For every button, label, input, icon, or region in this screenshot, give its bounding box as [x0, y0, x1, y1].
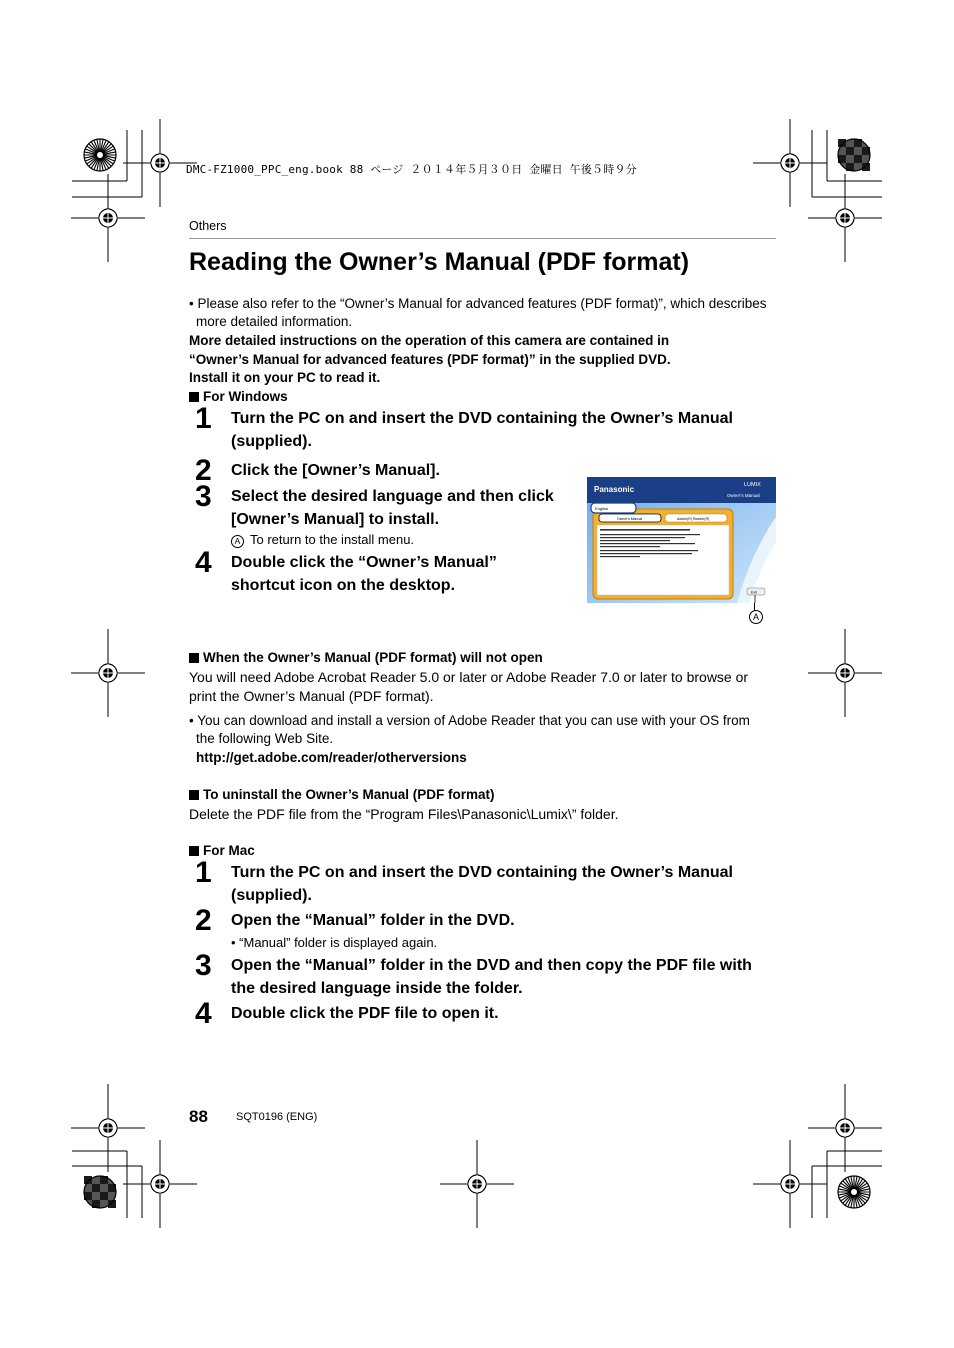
uninstall-heading: To uninstall the Owner’s Manual (PDF format) — [189, 786, 495, 804]
mac-step3-number: 3 — [195, 949, 212, 982]
intro-bold-line1: More detailed instructions on the operation of this camera are contained in — [189, 333, 670, 348]
header-divider — [189, 238, 776, 239]
callout-a-icon: A — [231, 535, 244, 548]
intro-bold-line2: “Owner’s Manual for advanced features (PDF format)” in the supplied DVD. — [189, 352, 671, 367]
page-number: 88 — [189, 1107, 208, 1126]
uninstall-text: Delete the PDF file from the “Program Files\Panasonic\Lumix\” folder. — [189, 806, 619, 822]
screenshot-manual-button: Owner's Manual — [617, 517, 643, 521]
screenshot-exit-button: Exit — [751, 590, 757, 595]
windows-step1-text: Turn the PC on and insert the DVD containing the Owner’s Manual (supplied). — [231, 410, 733, 450]
windows-step3-text: Select the desired language and then click [Owner’s Manual] to install. — [231, 488, 554, 528]
installer-screenshot — [587, 477, 776, 603]
section-label: Others — [189, 219, 227, 233]
screenshot-brand: Panasonic — [594, 485, 635, 494]
screenshot-subtitle: Owner’s Manual — [727, 493, 760, 498]
mac-step4-number: 4 — [195, 997, 212, 1030]
square-bullet-icon — [189, 653, 199, 663]
screenshot-adobe-button: Adobe(R) Reader(R) — [677, 517, 710, 521]
not-open-line1: You will need Adobe Acrobat Reader 5.0 or later or Adobe Reader 7.0 or later to browse or — [189, 669, 749, 685]
windows-step2-number: 2 — [195, 454, 212, 487]
mac-step2-number: 2 — [195, 904, 212, 937]
windows-step3-note: A To return to the install menu. — [231, 531, 414, 549]
page-title: Reading the Owner’s Manual (PDF format) — [189, 248, 690, 276]
windows-heading: For Windows — [189, 388, 288, 406]
mac-step4-text: Double click the PDF file to open it. — [231, 1005, 499, 1022]
intro-bullet-line2: more detailed information. — [196, 314, 353, 329]
intro-bullet-line1: • Please also refer to the “Owner’s Manual for advanced features (PDF format)”, which describes — [189, 296, 767, 311]
not-open-line2: print the Owner’s Manual (PDF format). — [189, 688, 434, 704]
mac-heading: For Mac — [189, 842, 255, 860]
print-header: DMC-FZ1000_PPC_eng.book 88 ページ ２０１４年５月３０日 金曜日 午後５時９分 — [186, 163, 637, 176]
not-open-bullet-line1: • You can download and install a version of Adobe Reader that you can use with your OS from — [189, 713, 750, 728]
mac-step1-number: 1 — [195, 856, 212, 889]
mac-step3-text: Open the “Manual” folder in the DVD and then copy the PDF file with the desired language inside the folder. — [231, 957, 752, 997]
square-bullet-icon — [189, 846, 199, 856]
windows-step1-number: 1 — [195, 402, 212, 435]
screenshot-language: English — [595, 506, 609, 511]
intro-bold-line3: Install it on your PC to read it. — [189, 370, 381, 385]
windows-step2-text: Click the [Owner’s Manual]. — [231, 462, 440, 479]
windows-step4-text: Double click the “Owner’s Manual” shortcut icon on the desktop. — [231, 554, 497, 594]
windows-step4-number: 4 — [195, 546, 212, 579]
windows-step3-number: 3 — [195, 480, 212, 513]
square-bullet-icon — [189, 790, 199, 800]
screenshot-lumix: LUMIX — [744, 482, 761, 488]
mac-step2-text: Open the “Manual” folder in the DVD. — [231, 912, 515, 929]
not-open-heading: When the Owner’s Manual (PDF format) will not open — [189, 649, 543, 667]
not-open-bullet-line2: the following Web Site. — [196, 731, 334, 746]
mac-step2-note: • “Manual” folder is displayed again. — [231, 935, 438, 950]
callout-a-icon: A — [749, 610, 763, 624]
square-bullet-icon — [189, 392, 199, 402]
document-code: SQT0196 (ENG) — [236, 1111, 318, 1123]
adobe-url-link[interactable]: http://get.adobe.com/reader/otherversions — [196, 750, 467, 765]
mac-step1-text: Turn the PC on and insert the DVD containing the Owner’s Manual (supplied). — [231, 864, 733, 904]
